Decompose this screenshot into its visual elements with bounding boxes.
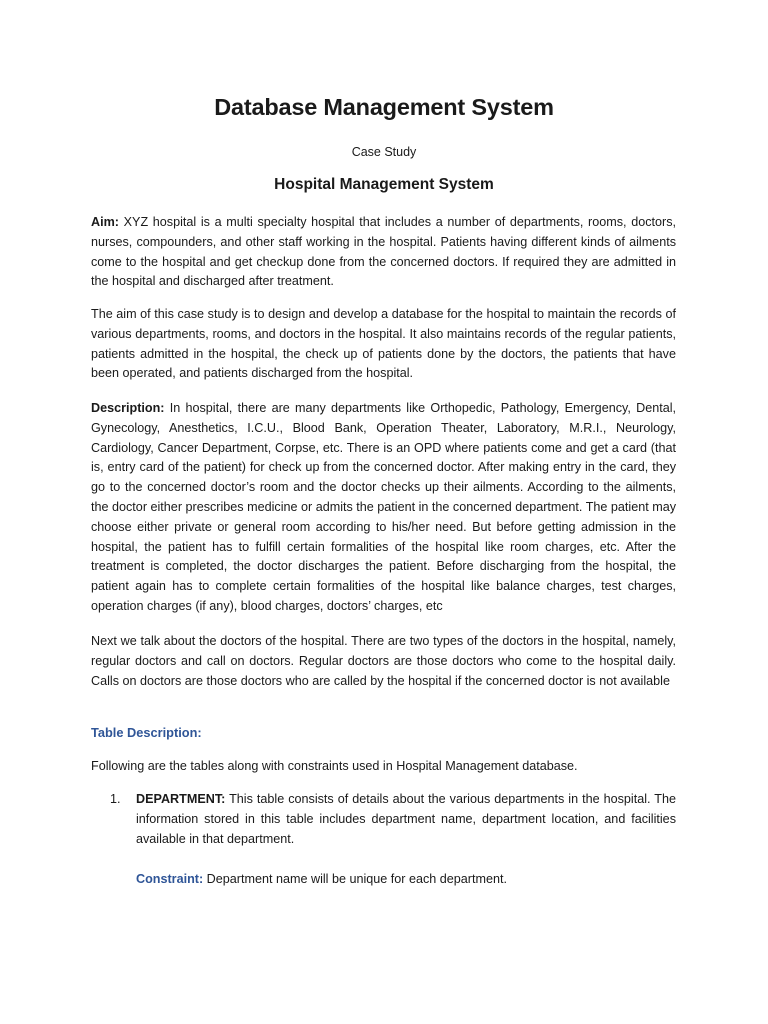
constraint-text: Department name will be unique for each department.	[203, 872, 507, 886]
document-title: Database Management System	[214, 94, 554, 120]
constraint-line	[136, 870, 507, 890]
case-study-aim-paragraph: The aim of this case study is to design and develop a database for the hospital to maintain the records of various departments, rooms, and doctors in the hospital. It also maintains records of the regular patients, patients admitted in the hospital, the check up of patients done by the doctors, the patients that have been operated, and patients discharged from the hospital.	[91, 307, 676, 381]
list-item-body	[136, 790, 676, 849]
doctors-paragraph: Next we talk about the doctors of the hospital. There are two types of the doctors in the hospital, namely, regular doctors and call on doctors. Regular doctors are those doctors who come to the hospital daily. Calls on doctors are those doctors who are called by the hospital if the concerned doctor is not available	[91, 634, 676, 688]
list-item-text: This table consists of details about the various departments in the hospital. The information stored in this table includes department name, department location, and facilities available in that department.	[136, 792, 676, 846]
document-heading: Hospital Management System	[274, 176, 494, 193]
description-label: Description:	[91, 401, 165, 415]
constraint-label: Constraint:	[136, 872, 204, 886]
description-paragraph	[91, 399, 676, 617]
list-item-number: 1.	[110, 792, 121, 806]
list-item-label: DEPARTMENT:	[136, 792, 226, 806]
table-description-heading: Table Description:	[91, 725, 202, 740]
document-subtitle: Case Study	[351, 145, 417, 159]
list-item	[110, 790, 676, 849]
aim-paragraph	[91, 213, 676, 292]
aim-label: Aim:	[91, 215, 119, 229]
description-text: In hospital, there are many departments like Orthopedic, Pathology, Emergency, Dental, Gynecology, Anesthetics, I.C.U., Blood Bank, Operation Theater, Laboratory, M.R.I., Neurology, Cardiology, Cancer Department, Corpse, etc. There is an OPD where patients come and get a card (that is, entry card of the patient) for check up from the concerned doctor. After making entry in the card, they go to the concerned doctor’s room and the doctor checks up their ailments. According to the ailments, the doctor either prescribes medicine or admits the patient in the concerned department. The patient may choose either private or general room according to his/her need. But before getting admission in the hospital, the patient has to fulfill certain formalities of the hospital like room charges, etc. After the treatment is completed, the doctor discharges the patient. Before discharging from the hospital, the patient again has to complete certain formalities of the hospital like balance charges, test charges, operation charges (if any), blood charges, doctors’ charges, etc	[91, 401, 677, 613]
aim-text: XYZ hospital is a multi specialty hospital that includes a number of departments, rooms, doctors, nurses, compounders, and other staff working in the hospital. Patients having different kinds of ailments come to the hospital and get checkup done from the concerned doctors. If required they are admitted in the hospital and discharged after treatment.	[91, 215, 676, 289]
tables-intro-paragraph: Following are the tables along with constraints used in Hospital Management database.	[91, 759, 578, 773]
